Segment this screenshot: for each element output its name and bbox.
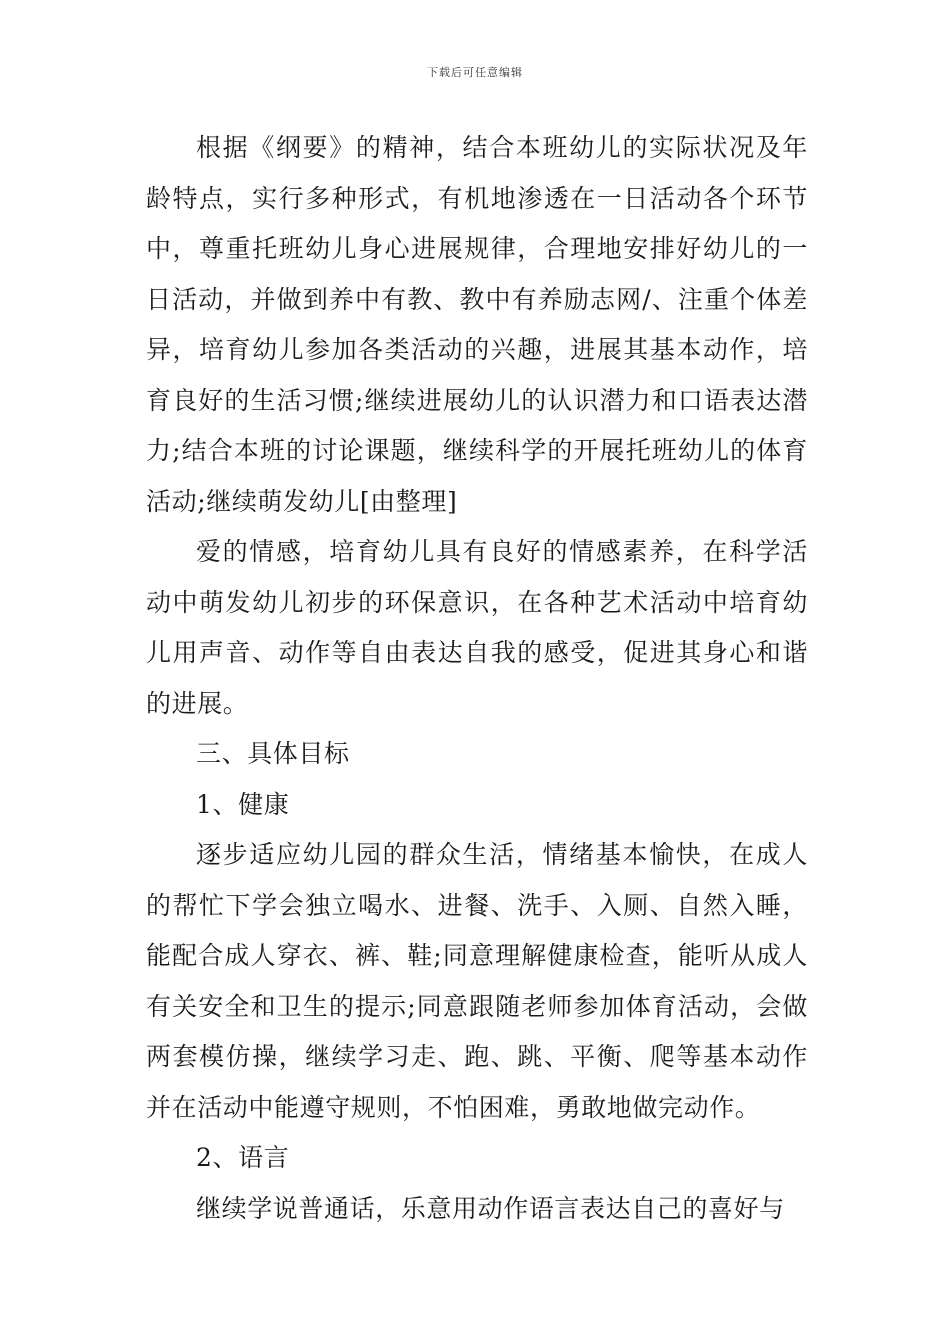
subheading-language: 2、语言: [196, 1143, 290, 1172]
paragraph-guideline-spirit: 根据《纲要》的精神，结合本班幼儿的实际状况及年龄特点，实行多种形式，有机地渗透在一日活动各个环节中，尊重托班幼儿身心进展规律，合理地安排好幼儿的一日活动，并做到养中有教、教中有养励志网/、注重个体差异，培育幼儿参加各类活动的兴趣，进展其基本动作，培育良好的生活习惯;继续进展幼儿的认识潜力和口语表达潜力;结合本班的讨论课题，继续科学的开展托班幼儿的体育活动;继续萌发幼儿[由整理]: [146, 133, 808, 516]
subheading-health: 1、健康: [196, 789, 290, 819]
paragraph-language-goals: 继续学说普通话，乐意用动作语言表达自己的喜好与: [196, 1193, 785, 1223]
section-heading-specific-goals: 三、具体目标: [196, 739, 350, 768]
paragraph-love-emotion: 爱的情感，培育幼儿具有良好的情感素养，在科学活动中萌发幼儿初步的环保意识，在各种艺术活动中培育幼儿用声音、动作等自由表达自我的感受，促进其身心和谐的进展。: [146, 537, 808, 718]
header-note: 下载后可任意编辑: [427, 66, 523, 79]
paragraph-health-goals: 逐步适应幼儿园的群众生活，情绪基本愉快，在成人的帮忙下学会独立喝水、进餐、洗手、入厕、自然入睡，能配合成人穿衣、裤、鞋;同意理解健康检查，能听从成人有关安全和卫生的提示;同意跟随老师参加体育活动，会做两套模仿操，继续学习走、跑、跳、平衡、爬等基本动作并在活动中能遵守规则，不怕困难，勇敢地做完动作。: [146, 840, 808, 1122]
document-body: [146, 123, 808, 1234]
